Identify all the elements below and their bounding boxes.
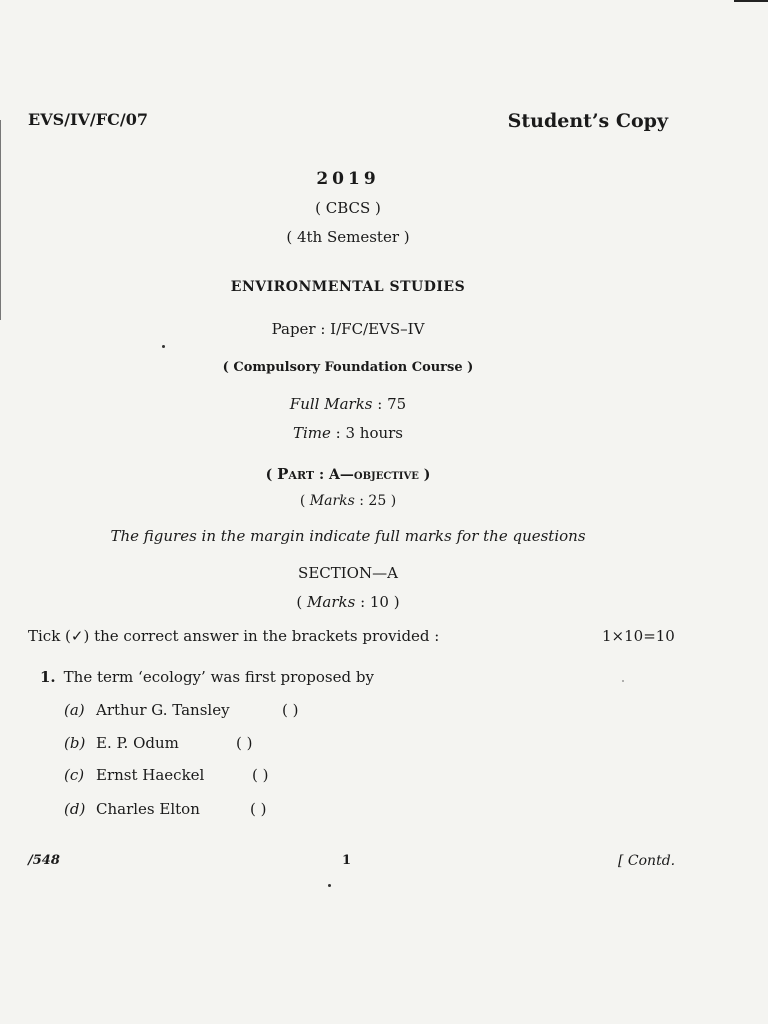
- time-allowed: [0, 424, 696, 442]
- time-value: : 3 hours: [335, 424, 404, 442]
- answer-bracket[interactable]: ( ): [250, 800, 267, 818]
- part-word: Part: [277, 465, 315, 483]
- option-d: [64, 800, 364, 820]
- scan-speck: [162, 345, 165, 348]
- section-marks: ( Marks : 10 ): [296, 593, 400, 611]
- part-title: ( Part : A—objective ): [265, 465, 431, 483]
- cbcs-label: ( CBCS ): [315, 199, 381, 217]
- option-text: Ernst Haeckel: [96, 766, 205, 784]
- margin-note: The figures in the margin indicate full marks for the questions: [110, 527, 586, 545]
- part-marks: ( Marks : 25 ): [299, 493, 397, 509]
- semester-label: ( 4th Semester ): [286, 228, 410, 246]
- part-marks-value: : 25 ): [354, 493, 397, 509]
- page-number: 1: [342, 853, 352, 868]
- copy-label: Student’s Copy: [507, 110, 668, 132]
- option-label: (a): [64, 701, 85, 719]
- option-text: Charles Elton: [96, 800, 200, 818]
- instruction-text: Tick (✓) the correct answer in the brackets provided :: [28, 627, 440, 645]
- course-label: ( Compulsory Foundation Course ): [222, 360, 474, 375]
- scan-edge-top: [734, 0, 768, 2]
- subject-title: ENVIRONMENTAL STUDIES: [230, 279, 466, 295]
- option-c: [64, 766, 364, 786]
- answer-bracket[interactable]: ( ): [252, 766, 269, 784]
- full-marks: [0, 395, 696, 413]
- section-marks-value: : 10 ): [355, 593, 400, 611]
- continued-label: [ Contd.: [618, 853, 676, 869]
- option-text: Arthur G. Tansley: [96, 701, 230, 719]
- question-text: The term ‘ecology’ was first proposed by: [63, 668, 374, 686]
- full-marks-label: Full Marks: [289, 395, 373, 413]
- question-number: 1.: [40, 668, 56, 686]
- paper-label: Paper : I/FC/EVS–IV: [271, 320, 425, 338]
- option-label: (b): [64, 734, 86, 752]
- paper-code: EVS/IV/FC/07: [28, 110, 148, 129]
- part-marks-label: Marks: [309, 493, 355, 509]
- answer-bracket[interactable]: ( ): [236, 734, 253, 752]
- scan-speck: [622, 680, 624, 682]
- option-label: (c): [64, 766, 85, 784]
- exam-year: 2019: [316, 169, 380, 189]
- instruction-marks: 1×10=10: [602, 627, 675, 645]
- option-a: [64, 701, 364, 721]
- time-label: Time: [292, 424, 331, 442]
- question-1: [40, 668, 374, 686]
- scan-speck: [328, 884, 331, 887]
- option-text: E. P. Odum: [96, 734, 179, 752]
- full-marks-value: : 75: [377, 395, 407, 413]
- answer-bracket[interactable]: ( ): [282, 701, 299, 719]
- option-b: [64, 734, 364, 754]
- footer-code: /548: [28, 853, 60, 868]
- option-label: (d): [64, 800, 86, 818]
- section-title: SECTION—A: [298, 564, 398, 582]
- part-rest: : A—objective ): [314, 467, 431, 483]
- section-marks-label: Marks: [307, 593, 356, 611]
